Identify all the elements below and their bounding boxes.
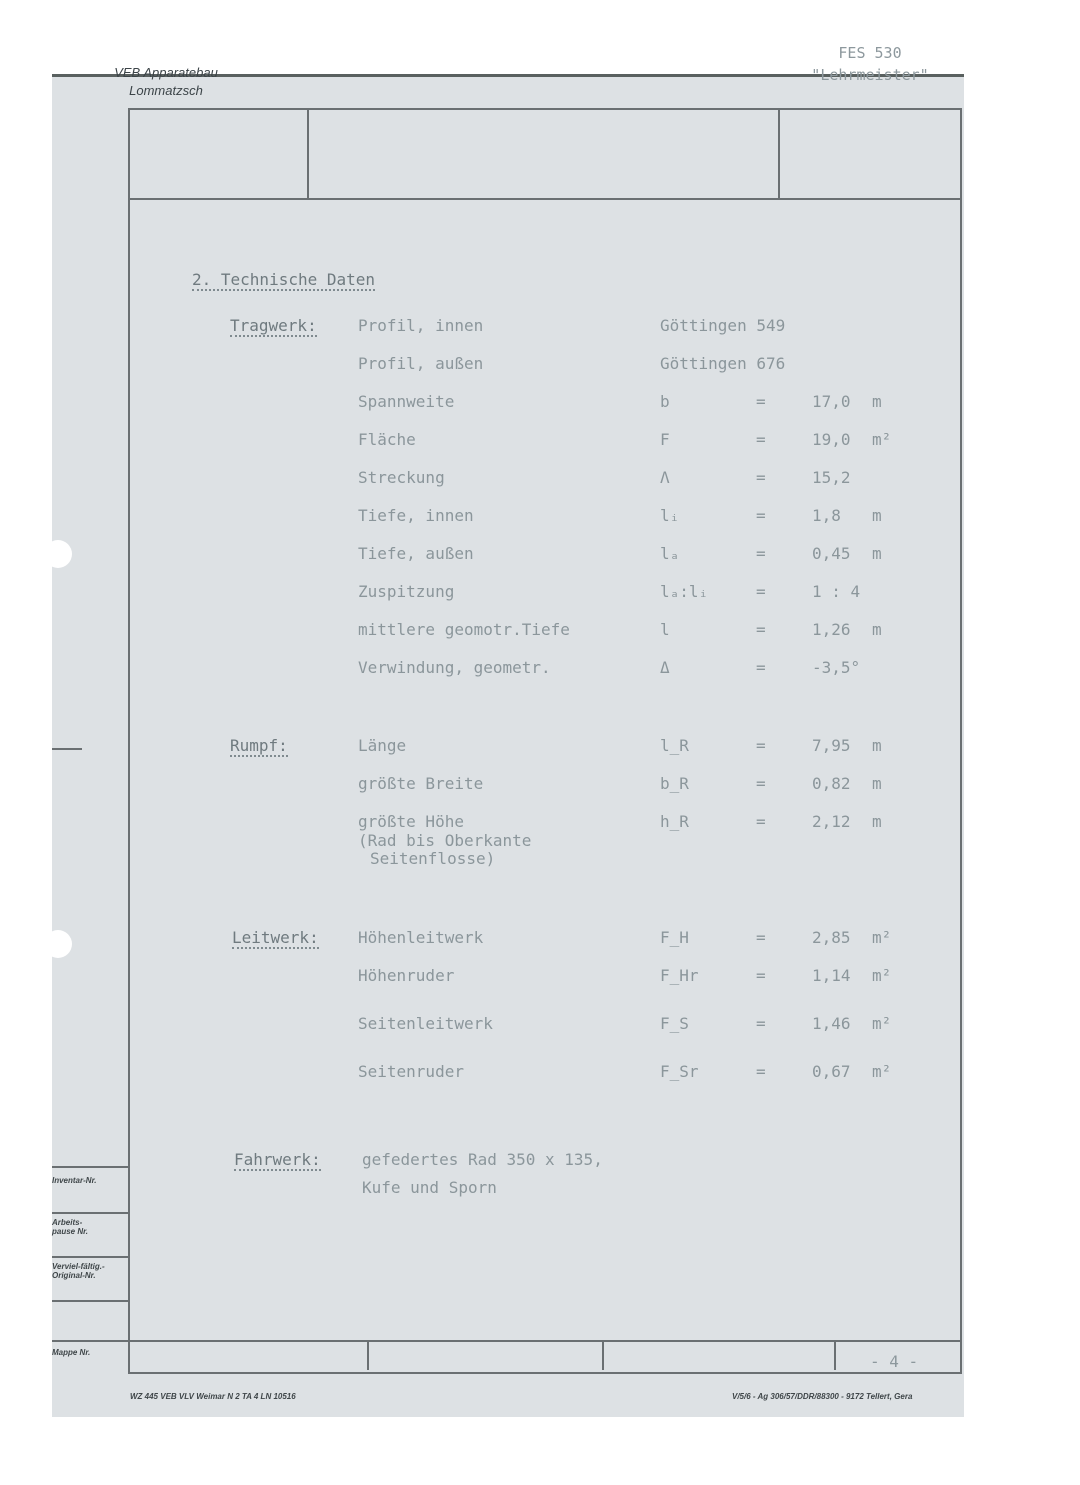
fold-mark (52, 748, 82, 750)
row-name: Höhenruder (358, 966, 455, 985)
arbeitspause-label: Arbeits-pause Nr. (52, 1218, 89, 1236)
row-equals: = (756, 582, 766, 601)
row-symbol: lᵢ (660, 506, 680, 525)
row-name: Höhenleitwerk (358, 928, 484, 947)
footer-divider (602, 1340, 604, 1370)
row-symbol: F_S (660, 1014, 689, 1033)
row-name: größte Breite (358, 774, 484, 793)
row-value: -3,5° (812, 658, 861, 677)
row-value: 19,0 (812, 430, 851, 449)
row-equals: = (756, 392, 766, 411)
rumpf-note-line: Seitenflosse) (370, 849, 496, 868)
vervielfaeltig-label: Verviel-fältig.-Original-Nr. (52, 1262, 105, 1280)
row-unit: m (872, 506, 882, 525)
row-symbol: Δ (660, 658, 670, 677)
row-name: Zuspitzung (358, 582, 455, 601)
row-value: 7,95 (812, 736, 851, 755)
inventar-label: Inventar-Nr. (52, 1176, 97, 1185)
row-equals: = (756, 620, 766, 639)
row-unit: m (872, 544, 882, 563)
footer-divider (367, 1340, 369, 1370)
fahrwerk-label: Fahrwerk: (234, 1150, 321, 1169)
row-symbol: Göttingen 676 (660, 354, 786, 373)
row-value: 2,85 (812, 928, 851, 947)
row-unit: m (872, 736, 882, 755)
row-value: 1,46 (812, 1014, 851, 1033)
row-unit: m (872, 620, 882, 639)
row-symbol: h_R (660, 812, 689, 831)
row-unit: m² (872, 1062, 892, 1081)
model-number: FES 530 (838, 44, 902, 62)
leitwerk-label: Leitwerk: (232, 928, 319, 947)
fahrwerk-line: gefedertes Rad 350 x 135, (362, 1150, 603, 1169)
row-value: 1,14 (812, 966, 851, 985)
row-unit: m² (872, 928, 892, 947)
row-equals: = (756, 928, 766, 947)
row-symbol: Λ (660, 468, 670, 487)
footer-right: V/5/6 - Ag 306/57/DDR/88300 - 9172 Tellert, Gera (732, 1392, 913, 1401)
row-value: 0,67 (812, 1062, 851, 1081)
row-symbol: lₐ:lᵢ (660, 582, 709, 601)
model-designation (790, 42, 950, 86)
row-value: 1 : 4 (812, 582, 861, 601)
row-name: Tiefe, außen (358, 544, 474, 563)
row-name: Streckung (358, 468, 445, 487)
margin-divider (52, 1256, 130, 1258)
punch-hole (44, 540, 72, 568)
row-unit: m² (872, 966, 892, 985)
row-equals: = (756, 544, 766, 563)
row-symbol: Göttingen 549 (660, 316, 786, 335)
row-equals: = (756, 966, 766, 985)
row-name: Spannweite (358, 392, 455, 411)
row-symbol: l (660, 620, 670, 639)
mappe-label: Mappe Nr. (52, 1348, 91, 1357)
row-symbol: F_Sr (660, 1062, 699, 1081)
row-equals: = (756, 812, 766, 831)
margin-divider (52, 1212, 130, 1214)
row-unit: m² (872, 430, 892, 449)
row-value: 2,12 (812, 812, 851, 831)
margin-divider (52, 1300, 130, 1302)
row-name: Profil, innen (358, 316, 484, 335)
row-unit: m (872, 774, 882, 793)
rumpf-note (358, 832, 531, 868)
footer-divider (834, 1340, 836, 1370)
row-equals: = (756, 1062, 766, 1081)
row-equals: = (756, 1014, 766, 1033)
row-symbol: F_H (660, 928, 689, 947)
row-name: Fläche (358, 430, 416, 449)
row-equals: = (756, 736, 766, 755)
row-symbol: F_Hr (660, 966, 699, 985)
row-equals: = (756, 468, 766, 487)
rumpf-note-line: (Rad bis Oberkante (358, 831, 532, 850)
rumpf-label: Rumpf: (230, 736, 288, 755)
row-name: Länge (358, 736, 407, 755)
row-symbol: F (660, 430, 670, 449)
row-unit: m² (872, 1014, 892, 1033)
row-value: 0,45 (812, 544, 851, 563)
section-title: 2. Technische Daten (192, 270, 376, 289)
row-equals: = (756, 658, 766, 677)
row-equals: = (756, 506, 766, 525)
row-name: Tiefe, innen (358, 506, 474, 525)
row-name: Profil, außen (358, 354, 484, 373)
header-divider (778, 108, 780, 200)
punch-hole (44, 930, 72, 958)
tragwerk-label: Tragwerk: (230, 316, 317, 335)
row-equals: = (756, 774, 766, 793)
footer-divider (52, 1340, 960, 1342)
row-name: Seitenleitwerk (358, 1014, 493, 1033)
model-name: "Lehrmeister" (811, 66, 929, 84)
fahrwerk-line: Kufe und Sporn (362, 1178, 497, 1197)
row-symbol: lₐ (660, 544, 680, 563)
row-symbol: b (660, 392, 670, 411)
company-name: VEB Apparatebau Lommatzsch (114, 65, 218, 98)
row-unit: m (872, 392, 882, 411)
row-symbol: b_R (660, 774, 689, 793)
row-name: größte Höhe (358, 812, 464, 831)
row-name: Verwindung, geometr. (358, 658, 551, 677)
row-equals: = (756, 430, 766, 449)
header-divider (128, 198, 960, 200)
row-symbol: l_R (660, 736, 689, 755)
row-name: mittlere geomotr.Tiefe (358, 620, 570, 639)
row-name: Seitenruder (358, 1062, 464, 1081)
margin-divider (52, 1166, 130, 1168)
row-value: 17,0 (812, 392, 851, 411)
row-value: 15,2 (812, 468, 851, 487)
row-value: 1,26 (812, 620, 851, 639)
footer-left: WZ 445 VEB VLV Weimar N 2 TA 4 LN 10516 (130, 1392, 296, 1401)
page-number: - 4 - (870, 1352, 919, 1371)
row-value: 0,82 (812, 774, 851, 793)
header-divider (307, 108, 309, 200)
row-value: 1,8 (812, 506, 841, 525)
row-unit: m (872, 812, 882, 831)
